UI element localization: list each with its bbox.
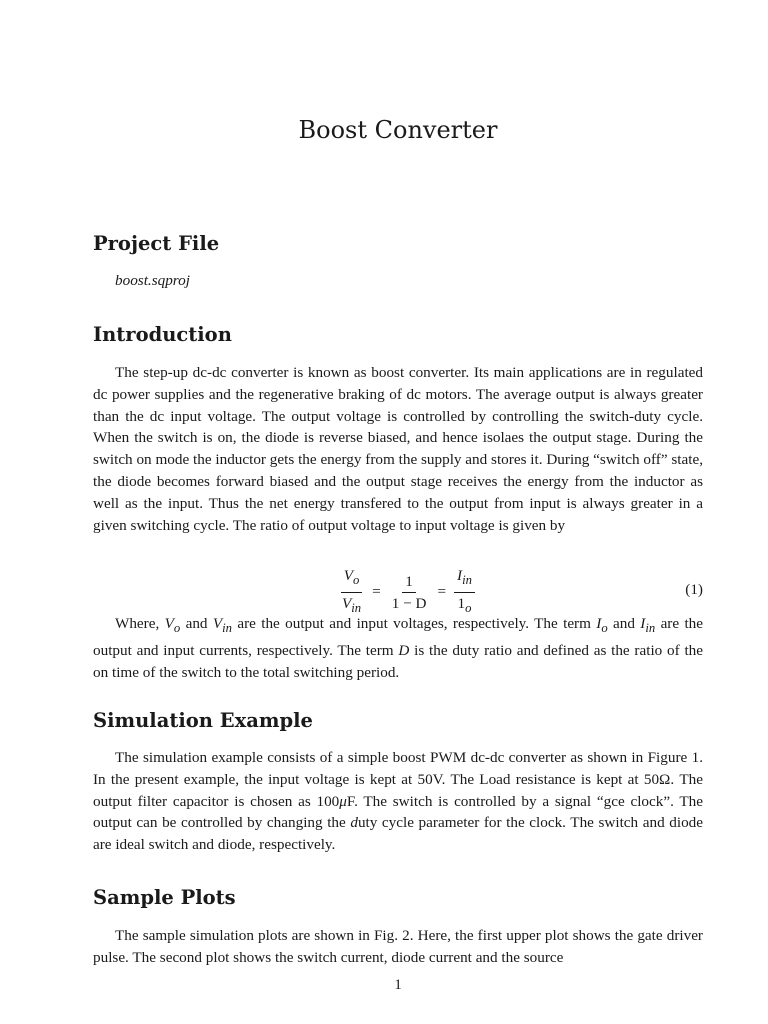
fraction-duty: $\frac{1}{1 - D}$ (391, 572, 427, 612)
equation-1: $\frac{V_o}{V_{in}}$ = $\frac{1}{1 - D}$ = $\frac{I_{in}}{1_o}$ (1) (93, 570, 703, 614)
heading-project-file: Project File (93, 232, 220, 255)
introduction-paragraph: The step-up dc-dc converter is known as boost converter. Its main applications are in regulated dc power supplies and the regenerative braking of dc motors. The average output is always greater than the dc input voltage. The output voltage is controlled by controlling the switch-duty cycle. When the switch is on, the diode is reverse biased, and hence isolaes the output stage. During the switch on mode the inductor gets the energy from the supply and stores it. During “switch off” state, the diode becomes forward biased and the output stage receives the energy from the inductor as well as the input. Thus the net energy transfered to the output from input is always greater in a given switching cycle. The ratio of output voltage to input voltage is given by (93, 364, 703, 534)
document-title: Boost Converter (298, 116, 498, 144)
heading-simulation-example: Simulation Example (93, 709, 313, 732)
heading-introduction: Introduction (93, 323, 232, 346)
document-page (93, 0, 703, 1024)
fraction-iin-io: $\frac{I_{in}}{1_o}$ (454, 567, 475, 616)
sample-plots-paragraph: The sample simulation plots are shown in Fig. 2. Here, the first upper plot shows the gate driver pulse. The second plot shows the switch current, diode current and the source (93, 927, 703, 966)
equation-number: (1) (685, 581, 703, 598)
page-number: 1 (394, 976, 402, 993)
simulation-paragraph: The simulation example consists of a simple boost PWM dc-dc converter as shown in Figure 1. In the present example, the input voltage is kept at 50V. The Load resistance is kept at 50Ω. The output filter capacitor is chosen as 100μF. The switch is controlled by a signal “gce clock”. The output can be controlled by changing the duty cycle parameter for the clock. The switch and diode are ideal switch and diode, respectively. (93, 749, 703, 854)
introduction-paragraph-2: Where, $V_o$ and $V_{in}$ are the output and input voltages, respectively. The term $I_o$ and $I_{in}$ are the output and input currents, respectively. The term D is the duty ratio and defined as the ratio of the on time of the switch to the total switching period. (93, 615, 704, 681)
heading-sample-plots: Sample Plots (93, 886, 236, 909)
project-filename: boost.sqproj (115, 272, 190, 289)
fraction-vo-vin: $\frac{V_o}{V_{in}}$ (342, 567, 362, 615)
